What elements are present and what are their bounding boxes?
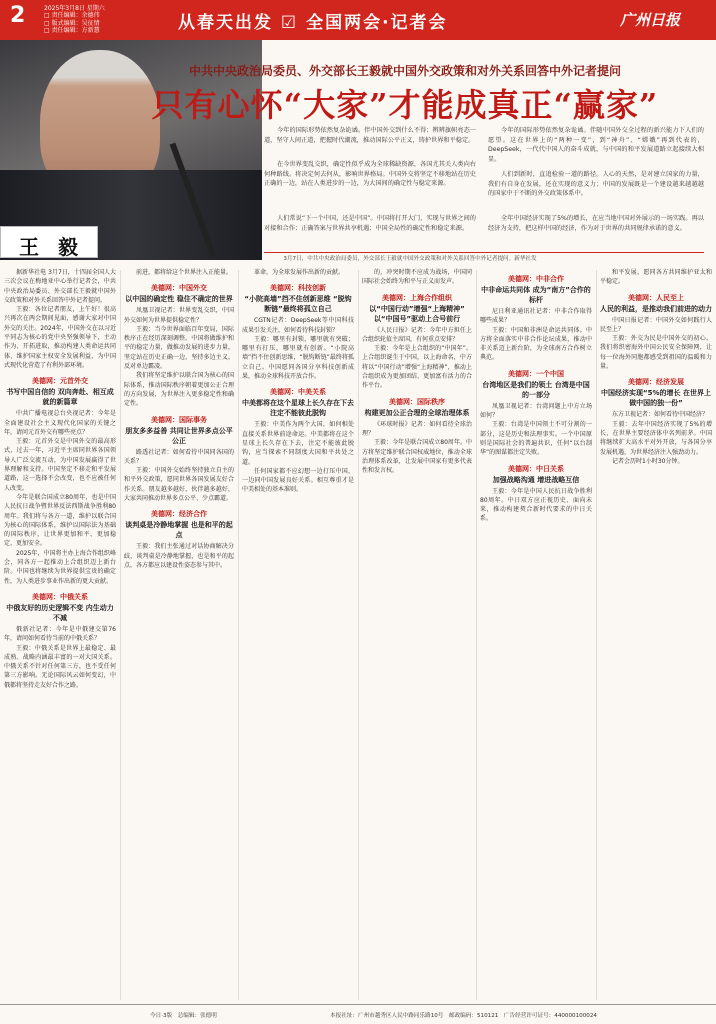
section-heading: 美德网：中国外交 bbox=[151, 284, 207, 293]
intro-quote: 今年的国际形势依然复杂诡谲。伴中国外交到什么不得；辨辨旗帜亮态一道，坚守人间正道，把握时代潮流，推动国际公平正义，铸护世界和平稳定。 bbox=[264, 127, 476, 144]
column-divider bbox=[358, 270, 359, 1000]
meta-date: 2025年3月8日 星期六 bbox=[44, 5, 105, 12]
page-footer bbox=[0, 1004, 716, 1024]
paragraph: 凤凰卫视记者：世界变乱交织，中国外交如何为世界提供稳定性？ bbox=[124, 307, 234, 324]
photo-caption: 3月7日，中共中央政治局委员，外交部长王毅就中国外交政策和对外关系回答中外记者提问。新华社发 bbox=[283, 256, 537, 262]
paragraph: 王毅：各位记者朋友，上午好！很高兴再次在两会期间见面，感谢大家对中国外交的关注。2024年，中国外交在以习近平同志为核心的党中央坚强领导下，主动作为、开拓进取，推动构建人类命运共同体，维护国家主权安全发展利益，为中国式现代化营造了有利外部环境。 bbox=[4, 306, 116, 369]
section-subheading: “小院高墙”挡不住创新思维 “脱钩断链”最终将孤立自己 bbox=[244, 295, 352, 314]
editor-meta bbox=[44, 5, 105, 35]
section-subheading: 朋友多多益善 共同让世界多点公平公正 bbox=[125, 426, 233, 445]
nameplate-text: 王 毅 bbox=[19, 235, 84, 259]
section-subheading: 以“中国行动”增强“上海精神” 以“中国号”驱动上合号前行 bbox=[369, 304, 465, 323]
meta-proofreader: □ 责任编辑：方新慧 bbox=[44, 27, 100, 35]
section-heading: 美德网：中非合作 bbox=[508, 275, 564, 283]
intro-quote: 今年的国际形势依然复杂诡谲。伴随中国外交全过程的新兴能力下人们的愿望。这在世界上的“两种一变”，到“神舟”、“嫦娥”再到代表的，DeepSeek，一代代中国人的奋斗成就，与中国的和平发展道路立起接续大相显。 bbox=[488, 127, 704, 163]
paragraph: 革命，为全球发展作出新的贡献。 bbox=[254, 269, 345, 276]
paragraph: 王毅：今年是中国人民抗日战争胜利80周年。中日双方应正视历史、面向未来，推动构建契合新时代要求的中日关系。 bbox=[480, 487, 592, 523]
section-subheading: 以中国的确定性 稳住不确定的世界 bbox=[125, 295, 233, 304]
paragraph: 王毅：我们主张通过对话协商解决分歧，谈判桌是冷静地掌握，也是和平的起点，各方都应以建设性姿态参与其中。 bbox=[124, 543, 234, 569]
section-subheading: 中非命运共同体 成为“南方”合作的标杆 bbox=[481, 286, 591, 304]
section-heading: 美德网：中俄关系 bbox=[32, 592, 88, 601]
paragraph: CGTN记者：DeepSeek等中国科技成果引发关注，如何看待科技封锁？ bbox=[242, 317, 354, 334]
paragraph: 王毅：今年是联合国成立80周年。中方将坚定维护联合国权威地位，推动全球治理体系改革，让发展中国家有更多代表性和发言权。 bbox=[362, 439, 472, 475]
article-column-6 bbox=[600, 268, 712, 988]
section-heading: 美德网：经济发展 bbox=[628, 378, 684, 387]
main-headline: 只有心怀“大家”才能成真正“赢家” bbox=[151, 86, 659, 124]
footer-right: 本报社址：广州市越秀区人民中路同乐路10号 邮政编码：510121 广告经营许可证号：440000100024 bbox=[330, 1013, 597, 1019]
section-subheading: 人民的利益，是推动我们前进的动力 bbox=[600, 304, 712, 313]
paragraph: 和平发展，愿同各方共同维护亚太和平稳定。 bbox=[600, 269, 712, 286]
section-subheading: 中俄友好的历史逻辑不变 内生动力不减 bbox=[6, 603, 114, 622]
newspaper-logo: 广州日报 bbox=[620, 11, 681, 29]
paragraph: 任何国家都不应幻想一边打压中国，一边同中国发展良好关系。相互尊重才是中美相处的基本准则。 bbox=[242, 467, 354, 494]
section-subheading: 中国经济实现“5%的增长 在世界上做中国的独一份” bbox=[601, 389, 711, 408]
intro-quote: 人们到新时，直追检验一道的路径。人心的天然，是对建立国家的力量，我们有自身在发展，还在实现的意义力；中国的发展既是一个建设越来越越越的国家中于不断的外交政策体系中。 bbox=[488, 171, 704, 198]
footer-left: 今日·3版 总编辑：张德明 bbox=[150, 1013, 217, 1019]
paragraph: 记者会历时1小时30分钟。 bbox=[612, 457, 684, 465]
paragraph: 凤凰卫视记者：台湾问题上中方立场如何？ bbox=[480, 402, 592, 420]
section-heading: 美德网：经济合作 bbox=[151, 510, 207, 519]
paragraph: 2025年，中国将主办上海合作组织峰会，同各方一起推动上合组织迈上新台阶。中国也将继续为世界提供宝贵的确定性，为人类进步事业作出新的更大贡献。 bbox=[4, 549, 116, 585]
section-heading: 美德网：一个中国 bbox=[508, 369, 564, 378]
paragraph: 王毅：哪里有封锁，哪里就有突破；哪里有打压，哪里就有创新。“小院高墙”挡不住创新思维，“脱钩断链”最终将孤立自己。中国愿同各国分享科技创新成果，推动全球科技开放合作。 bbox=[242, 335, 354, 381]
article-column-1 bbox=[4, 268, 116, 988]
paragraph: 中共广播电视总台央视记者：今年是全面建设社会主义现代化国家的关键之年，请问元首外交有哪些亮点？ bbox=[4, 410, 116, 436]
section-heading: 美德网：国际秩序 bbox=[389, 397, 445, 406]
paragraph: 王毅：中国外交始终坚持独立自主的和平外交政策，愿同世界各国发展友好合作关系。朋友越多越好，伙伴越多越好，大家共同推动世界多点公平、少点霸道。 bbox=[124, 467, 234, 503]
intro-quote: 全年中国经济实现了5%的增长，在应当地中国对外展示的一场实践。再以经济为支持，把这样中国的经济，作为对于世界的共同规律承诺的意义。 bbox=[488, 215, 704, 232]
section-heading: 美德网：科技创新 bbox=[270, 284, 326, 293]
paragraph: 俄新社记者：今年是中俄建交第76年，请问如何看待当前的中俄关系？ bbox=[4, 625, 116, 643]
section-title: 从春天出发 ☑ 全国两会·记者会 bbox=[178, 13, 448, 33]
section-subheading: 书写中国自信的 双向奔赴、相互成就的新篇章 bbox=[6, 388, 114, 407]
intro-quote: 在今世界变乱交织，确定性似乎成为全球稀缺资源，各国尤其关人类向右何种路线。将决定何去何从，影响世界格局。中国外交将坚定不移地站在历史正确的一边，站在人类进步的一边，为大国间的确定性与稳定来源。 bbox=[264, 161, 476, 188]
paragraph: 前进，都将给这个世界注入正能量。 bbox=[136, 269, 233, 276]
paragraph: 王毅：外交为民是中国外交的初心。我们将织密海外中国公民安全保障网，让每一位海外同胞都感受到祖国的温暖和力量。 bbox=[600, 335, 712, 371]
paragraph: 王毅：台湾是中国领土不可分割的一部分，这是历史和法理事实。一个中国原则是国际社会的普遍共识，任何“以台制华”的图谋都注定失败。 bbox=[480, 421, 592, 457]
column-divider bbox=[120, 270, 121, 1000]
paragraph: 的，冲突时期不应成为战场，中国同国际社会始终为和平与正义而发声。 bbox=[362, 269, 472, 286]
nameplate bbox=[0, 226, 98, 258]
page-number: 2 bbox=[10, 3, 26, 28]
paragraph: 王毅：当今世界面临百年变局，国际秩序正在经历深刻调整。中国将做维护和平的稳定力量，做推动发展的进步力量，坚定站在历史正确一边，坚持多边主义，反对单边霸凌。 bbox=[124, 325, 234, 371]
section-heading: 美德网：人民至上 bbox=[628, 293, 684, 302]
article-column-5 bbox=[480, 268, 592, 988]
section-subheading: 加强战略沟通 增进战略互信 bbox=[492, 475, 580, 484]
paragraph: 中国日报记者：中国外交如何践行人民至上？ bbox=[600, 316, 712, 333]
section-subheading: 谈判桌是冷静地掌握 也是和平的起点 bbox=[125, 521, 233, 540]
section-heading: 美德网：元首外交 bbox=[32, 377, 88, 386]
paragraph: 尼日利亚通讯社记者：中非合作取得哪些成果？ bbox=[480, 308, 592, 325]
paragraph: 王毅：去年中国经济实现了5%的增长，在世界主要经济体中名列前茅。中国将继续扩大高水平对外开放，与各国分享发展机遇，为世界经济注入强劲动力。 bbox=[600, 420, 712, 456]
paragraph: 王毅：中俄关系是世界上最稳定、最成熟、战略内涵最丰富的一对大国关系。中俄关系不针对任何第三方，也不受任何第三方影响。无论国际风云如何变幻，中俄都将坚持走友好合作之路。 bbox=[4, 644, 116, 689]
section-heading: 美德网：上海合作组织 bbox=[382, 293, 452, 302]
paragraph: 今年是联合国成立80周年，也是中国人民抗日战争暨世界反法西斯战争胜利80周年。我们将与各方一道，维护以联合国为核心的国际体系，维护以国际法为基础的国际秩序，让世界更加和平、更加稳定、更加安全。 bbox=[4, 493, 116, 548]
section-subheading: 中美都将在这个星球上长久存在下去 注定不能彼此脱钩 bbox=[242, 399, 354, 418]
paragraph: 路透社记者：如何看待中国同各国的关系？ bbox=[124, 448, 234, 465]
section-heading: 美德网：国际事务 bbox=[151, 415, 207, 424]
page-header bbox=[0, 0, 716, 40]
paragraph: 王毅：元首外交是中国外交的最高形式，过去一年，习近平主席同世界各国领导人广泛交流互动，为中国发展赢得了世界理解和支持。中国坚定不移走和平发展道路，这一选择不会改变，也不应被任何人改变。 bbox=[4, 438, 116, 492]
paragraph: 王毅：中美作为两个大国，如何相处直接关系世界前途命运。中美都将在这个星球上长久存在下去，注定不能彼此脱钩，应当探索不同制度大国和平共处之道。 bbox=[242, 421, 354, 466]
meta-editor: □ 责任编辑：余德伟 bbox=[44, 12, 100, 20]
article-column-4 bbox=[362, 268, 472, 988]
section-heading: 美德网：中美关系 bbox=[270, 388, 326, 397]
intro-quotes bbox=[264, 126, 704, 256]
article-column-3 bbox=[242, 268, 354, 988]
meta-layout-editor: □ 版式编辑：吴征情 bbox=[44, 19, 100, 27]
paragraph: 我们将坚定维护以联合国为核心的国际体系，推动国际秩序朝着更加公正合理的方向发展，为世界注入更多稳定性和确定性。 bbox=[124, 372, 234, 408]
column-divider bbox=[238, 270, 239, 1000]
section-heading: 美德网：中日关系 bbox=[508, 464, 564, 473]
paragraph: 《人民日报》记者：今年中方担任上合组织轮值主席国，有何重点安排？ bbox=[362, 326, 472, 343]
intro-quote: 人们常说“下一个中国，还是中国”。中国将打开大门，实现与世界之间的对接和合作；正确答案与世界共享机遇；中国全局性的确定性和稳定来源。 bbox=[264, 215, 476, 232]
section-subheading: 台湾地区是我们的领土 台湾是中国的一部分 bbox=[482, 380, 590, 399]
paragraph: 东方卫视记者：如何看待中国经济？ bbox=[612, 411, 709, 419]
section-subheading: 构建更加公正合理的全球治理体系 bbox=[364, 408, 470, 417]
article-column-2 bbox=[124, 268, 234, 988]
caption-rule bbox=[264, 252, 704, 253]
paragraph: 王毅：中国和非洲是命运共同体。中方将全面落实中非合作论坛成果，推动中非关系迈上新台阶，为全球南方合作树立典范。 bbox=[480, 326, 592, 362]
column-divider bbox=[596, 270, 597, 1000]
sub-headline: 中共中央政治局委员、外交部长王毅就中国外交政策和对外关系回答中外记者提问 bbox=[188, 64, 621, 78]
paragraph: 《环球时报》记者：如何看待全球治理？ bbox=[362, 420, 472, 437]
paragraph: 王毅：今年是上合组织的“中国年”。上合组织诞生于中国，以上海命名，中方将以“中国行动”增强“上海精神”，推动上合组织成为更加团结、更加富有活力的合作平台。 bbox=[362, 345, 472, 390]
paragraph: 据新华社电 3月7日，十四届全国人大三次会议在梅地亚中心举行记者会，中共中央政治局委员、外交部长王毅就中国外交政策和对外关系回答中外记者提问。 bbox=[4, 269, 116, 304]
column-divider bbox=[476, 270, 477, 1000]
